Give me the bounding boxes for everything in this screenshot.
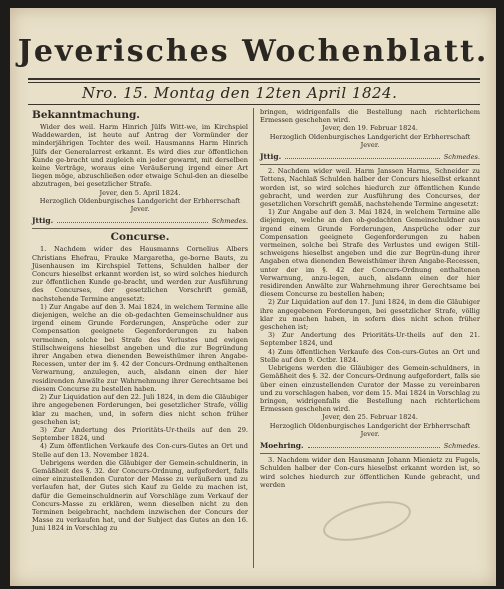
right-column xyxy=(260,108,480,489)
notice-signer: Herzoglich Oldenburgisches Landgericht der Erbherrschaft Jever. xyxy=(39,196,241,214)
section-divider xyxy=(260,164,480,165)
opening-signature: Schmedes. xyxy=(443,153,480,162)
masthead-rule-bottom xyxy=(28,82,480,83)
closing-signature-row xyxy=(260,440,480,450)
notice-heading: Bekanntmachung. xyxy=(32,109,140,121)
concurse-paragraph: 4) Zum öffentlichen Verkaufe des Con-curs-Gutes an Ort und Stelle auf den 13. November 1824. xyxy=(32,442,248,459)
masthead-rule-top xyxy=(28,78,480,80)
concurse-paragraph: 1. Nachdem wider des Hausmanns Cornelius Albers Christians Ehefrau, Frauke Margaretha, ge-borne Bauts, zu Jüsenhausen im Kirchspiel Tettens, Schulden halber der Concurs hieselbst erkannt worden ist, so wird solches hiedurch zur öffentlichen Kunde ge-bracht, und werden zur Ausführung des Concurses, der gesetzlichen Vorschrift gemäß, nachstehende Termine angesetzt: xyxy=(32,245,248,303)
issue-rule xyxy=(28,104,480,105)
concurse-paragraph: 3) Zur Andertung des Prioritäts-Ur-theils auf den 21. September 1824, und xyxy=(260,331,480,348)
concurse-paragraph: 3) Zur Andertung des Prioritäts-Ur-theils auf den 29. September 1824, und xyxy=(32,425,248,443)
closing-signer: Herzoglich Oldenburgisches Landgericht der Erbherrschaft Jever. xyxy=(269,421,471,438)
closing-signature: Schmedes. xyxy=(443,441,480,450)
closing-place: Moehring. xyxy=(260,440,304,450)
concurse-paragraph: Uebrigens werden die Gläubiger der Gemein-schuldnerin, in Gemäßheit des §. 32. der Concurs-Ordnung, aufgefordert, falls einer einzustellenden Curator der Masse zu veräußern und zu verlaufen hat, der Gutes sich Kauf zu Gelde zu machen ist, dafür die Gemeinschuldnerin auf Vorschläge zum Verkauf der Concurs-Masse zu erklären, wenn dieselben nicht zu den Terminen beigebracht, nachdem inzwischen der Concurs der Masse zu verkaufen hat, und der Subject das Gutes an den 16. Juni 1824 in Vorschlag zu xyxy=(32,458,248,533)
issue-line: Nro. 15. Montag den 12ten April 1824. xyxy=(82,84,398,102)
ink-stamp-mark xyxy=(319,494,415,549)
signature-separator xyxy=(285,158,440,159)
notice-signature: Schmedes. xyxy=(211,217,248,226)
opening-place: Jttig. xyxy=(260,152,282,162)
concurse-paragraph: Uebrigens werden die Gläubiger des Gemein-schuldners, in Gemäßheit des §. 32. der Concurs-Ordnung aufgefordert, falls sie über einen einzustellenden Curator der Masse zu vereinbaren und zu vorschlagen haben, vor dem 15. Mai 1824 in Vorschlag zu bringen, widrigenfalls die Bestellung nach richterlichem Ermessen geschehen wird. xyxy=(260,364,480,414)
opening-signature-row xyxy=(260,151,480,161)
masthead-title: Jeverisches Wochenblatt. xyxy=(17,34,489,69)
concurse-paragraph: 2) Zur Liquidation auf den 22. Juli 1824, in dem die Gläubiger ihre angegebenen Forderungen, bei gesetzlicher Strafe, völlig klar zu machen, und, in sofern dies nicht schon früher geschehen ist; xyxy=(32,393,248,426)
closing-date: Jever, den 25. Februar 1824. xyxy=(322,413,418,422)
concurse-paragraph: 3. Nachdem wider den Hausmann Johann Mienietz zu Fugels, Schulden halber der Con-curs hieselbst erkannt worden ist, so wird solches hiedurch zur öffentlichen Kunde gebracht, und werden xyxy=(260,456,480,489)
concurse-paragraph: 1) Zur Angabe auf den 3. Mai 1824, in welchem Termine alle diejenigen, welche an die ob-gedachten Gemeinschuldner aus irgend einem Grunde Forderungen, Ansprüche oder zur Compensation geeignete Gegenforderungen zu haben vermeinen, solche bei Strafe des Verlustes und ewigen Stillschweigens hieselbst angeben und die zur Begründung ihrer Angaben etwa dienenden Beweisthümer ihren Angabe-Recessen, unter der im §. 42 der Concurs-Ordnung enthaltenen Verwarnung, anzulegen, auch, alsdann einen der hier residirenden Anwälte zur Wahrnehmung ihrer Gerechtsame bei diesem Concurse zu bestellen haben. xyxy=(32,302,248,393)
notice-text: Wider des weil. Harm Hinrich Jülfs Witt-we, im Kirchspiel Waddewarden, ist heute auf Antrag der Vormünder der minderjährigen Tochter des weil. Hausmanns Harm Hinrich Jülfs der Generalarrest erkannt. Es wird dies zur öffentlichen Kunde ge-bracht und zugleich ein jeder gewarnt, mit derselben keine Verträge, woraus eine Veräußerung irgend einer Art liegen möge, abzuschließen oder etwaige Schul-den an dieselbe abzutragen, bei gesetzlicher Strafe. xyxy=(32,123,248,189)
concurse-heading: Concurse. xyxy=(110,231,170,244)
concurse-paragraph: 4) Zum öffentlichen Verkaufe des Con-curs-Gutes an Ort und Stelle auf den 9. Octbr. 1824. xyxy=(260,347,480,364)
signature-separator xyxy=(308,447,440,448)
opening-signer: Herzoglich Oldenburgisches Landgericht der Erbherrschaft Jever. xyxy=(269,132,471,149)
notice-date: Jever, den 5. April 1824. xyxy=(99,188,181,197)
signature-separator xyxy=(57,222,208,223)
column-divider xyxy=(253,108,254,568)
concurse-paragraph: 2) Zur Liquidation auf den 17. Juni 1824, in dem die Gläubiger ihre angegebenen Forderungen, bei gesetzlicher Strafe, völlig klar zu machen haben, in sofern dies nicht schon früher geschehen ist; xyxy=(260,298,480,332)
concurse-paragraph: 2. Nachdem wider weil. Harm Janssen Harms, Schneider zu Tettens, Nachlaß Schulden halber der Concurs hieselbst erkannt worden ist, so wird solches hiedurch zur öffentlichen Kunde gebracht, und werden zur Ausführung des Concurses, der gesetzlichen Vorschrift gemäß, nachstehende Termine angesetzt: xyxy=(260,167,480,209)
section-divider xyxy=(260,453,480,454)
notice-place: Jttig. xyxy=(32,216,54,226)
notice-signature-row xyxy=(32,215,248,225)
section-divider xyxy=(32,228,248,229)
concurse-paragraph: 1) Zur Angabe auf den 3. Mai 1824, in welchem Termine alle diejenigen, welche an den ob-gedachten Gemeinschuldner aus irgend einem Grunde Forderungen, Ansprüche oder zur Compensation geeignete Gegenforderungen zu haben vermeinen, solche bei Strafe des Verlustes und ewigen Still-schweigens hieselbst angeben und die zur Begrün-dung ihrer Angaben etwa dienenden Beweisthümer ihren Angabe-Recessen, unter der im §. 42 der Concurs-Ordnung enthaltenen Verwarnung, anzu-legen, auch, alsdann einen der hier residirenden Anwälte zur Wahrnehmung ihrer Gerechtsame bei diesem Concurse zu bestellen haben; xyxy=(260,208,480,299)
opening-date: Jever, den 19. Februar 1824. xyxy=(322,124,418,133)
continuation-text: bringen, widrigenfalls die Bestellung nach richterlichem Ermessen geschehen wird. xyxy=(260,108,480,125)
left-column xyxy=(32,108,248,533)
newspaper-page xyxy=(10,8,496,586)
